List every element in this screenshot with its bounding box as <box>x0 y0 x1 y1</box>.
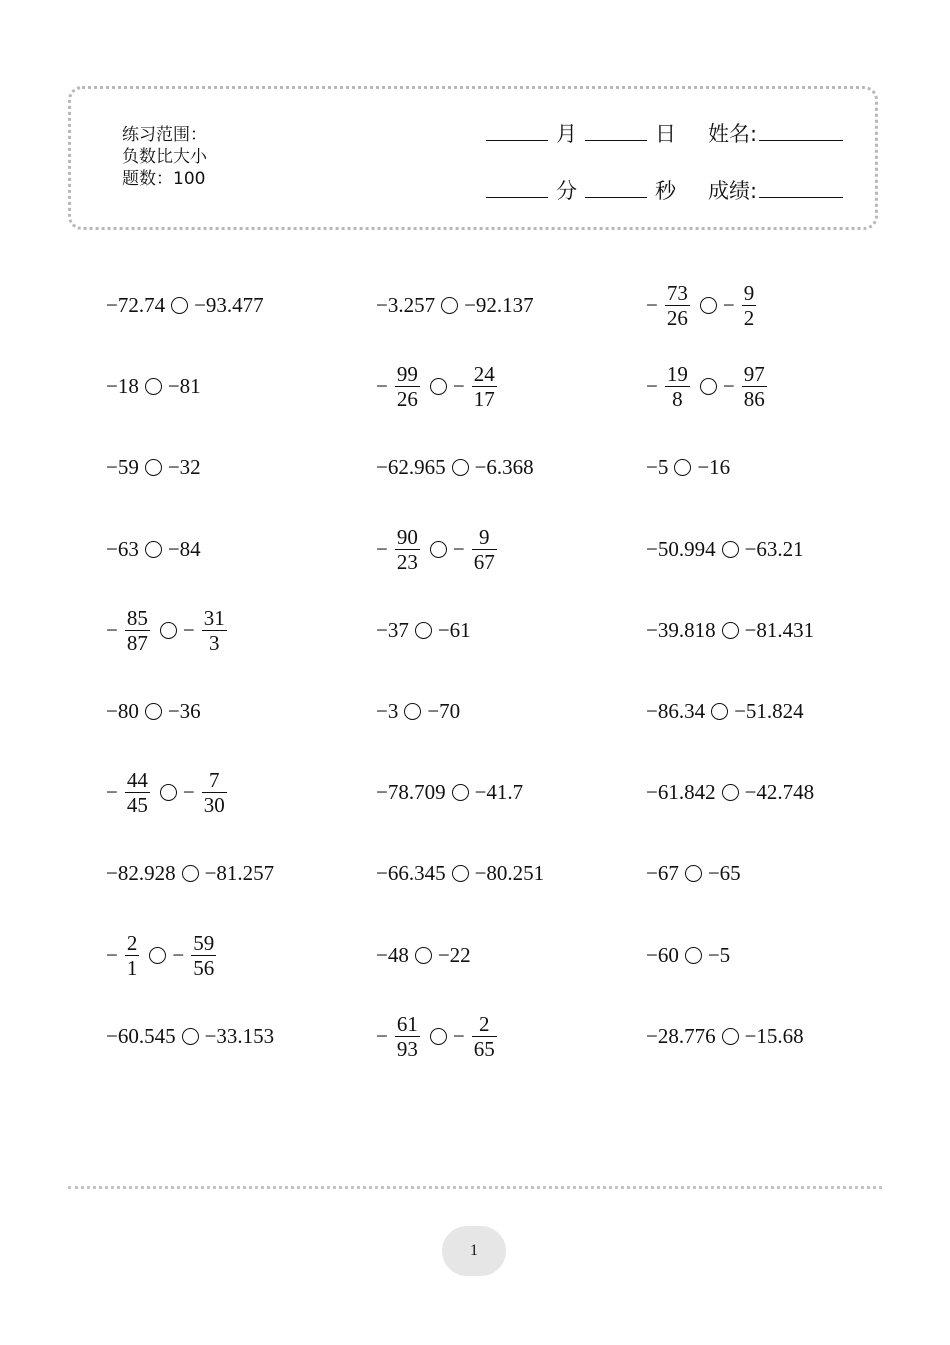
numerator: 59 <box>193 930 215 955</box>
minus-sign: − <box>646 373 658 398</box>
numerator: 44 <box>126 767 148 792</box>
left-operand <box>646 861 679 886</box>
right-fraction <box>472 362 497 411</box>
left-number: −62.965 <box>376 454 446 479</box>
right-operand <box>745 1024 804 1049</box>
denominator: 1 <box>126 955 138 980</box>
page-number-badge <box>442 1226 506 1276</box>
right-operand <box>194 293 264 318</box>
minus-sign: − <box>452 1023 465 1048</box>
right-number: −6.368 <box>474 454 534 479</box>
denominator: 65 <box>473 1036 495 1061</box>
denominator: 93 <box>396 1036 418 1061</box>
left-number: −66.345 <box>376 860 446 885</box>
page-number: 1 <box>470 1242 478 1259</box>
comparison-problem <box>376 521 501 577</box>
day-label: 日 <box>655 122 676 146</box>
left-number: −3.257 <box>376 292 436 317</box>
right-number: −36 <box>167 698 201 723</box>
time-score-row <box>484 175 845 205</box>
numerator: 99 <box>396 361 418 386</box>
comparison-problem <box>106 521 201 577</box>
numerator: 9 <box>743 280 755 305</box>
right-number: −15.68 <box>744 1023 804 1048</box>
left-operand <box>376 293 435 318</box>
answer-circle[interactable] <box>722 784 739 801</box>
comparison-problem <box>646 358 771 414</box>
left-operand <box>106 861 176 886</box>
score-label: 成绩: <box>708 179 758 203</box>
right-number: −93.477 <box>194 292 264 317</box>
minus-sign: − <box>106 779 118 804</box>
left-fraction <box>125 931 140 980</box>
left-number: −61.842 <box>646 779 716 804</box>
answer-circle[interactable] <box>430 541 447 558</box>
comparison-problem <box>646 521 804 577</box>
right-operand <box>475 455 534 480</box>
answer-circle[interactable] <box>441 297 458 314</box>
comparison-problem <box>646 277 760 333</box>
date-name-row <box>484 118 845 148</box>
right-operand <box>168 537 201 562</box>
answer-circle[interactable] <box>404 703 421 720</box>
right-operand <box>205 1024 275 1049</box>
minus-sign: − <box>452 536 465 561</box>
right-operand <box>723 281 760 330</box>
month-blank[interactable] <box>486 139 548 141</box>
right-number: −61 <box>437 617 471 642</box>
left-operand <box>376 861 446 886</box>
answer-circle[interactable] <box>685 947 702 964</box>
right-number: −70 <box>427 698 461 723</box>
comparison-problem <box>376 439 534 495</box>
right-operand <box>475 780 524 805</box>
right-number: −81.257 <box>204 860 275 885</box>
comparison-problem <box>376 1008 501 1064</box>
month-label: 月 <box>556 122 577 146</box>
left-operand <box>376 525 424 574</box>
numerator: 97 <box>743 361 765 386</box>
minus-sign: − <box>722 292 735 317</box>
minus-sign: − <box>452 373 465 398</box>
practice-range-label: 练习范围： <box>122 125 207 145</box>
right-number: −42.748 <box>744 779 815 804</box>
comparison-problem <box>106 358 201 414</box>
right-number: −41.7 <box>474 779 524 804</box>
left-fraction <box>665 281 690 330</box>
left-operand <box>106 455 139 480</box>
left-operand <box>106 537 139 562</box>
day-blank[interactable] <box>585 139 647 141</box>
left-operand <box>106 768 154 817</box>
denominator: 8 <box>672 386 683 411</box>
minus-sign: − <box>182 779 195 804</box>
denominator: 87 <box>126 630 148 655</box>
minute-label: 分 <box>556 179 577 203</box>
left-number: −78.709 <box>376 779 446 804</box>
left-fraction <box>665 362 690 411</box>
left-operand <box>106 374 139 399</box>
left-number: −18 <box>106 373 139 398</box>
score-blank[interactable] <box>759 196 843 198</box>
comparison-problem <box>106 1008 274 1064</box>
left-operand <box>646 281 694 330</box>
left-operand <box>646 699 705 724</box>
left-operand <box>376 1012 424 1061</box>
right-number: −65 <box>707 860 741 885</box>
left-operand <box>646 943 679 968</box>
answer-circle[interactable] <box>182 865 199 882</box>
left-fraction <box>395 1012 420 1061</box>
left-number: −59 <box>106 454 139 479</box>
minus-sign: − <box>172 942 185 967</box>
minus-sign: − <box>376 1023 388 1048</box>
comparison-problem <box>376 683 460 739</box>
left-operand <box>106 293 165 318</box>
left-number: −67 <box>646 860 679 885</box>
right-fraction <box>742 281 757 330</box>
left-operand <box>646 618 716 643</box>
answer-circle[interactable] <box>452 459 469 476</box>
answer-circle[interactable] <box>171 297 188 314</box>
right-operand <box>475 861 545 886</box>
comparison-problem <box>376 927 471 983</box>
right-number: −51.824 <box>734 698 804 723</box>
minus-sign: − <box>646 292 658 317</box>
comparison-problem <box>646 764 814 820</box>
comparison-problem <box>106 439 201 495</box>
comparison-problem <box>646 439 730 495</box>
left-operand <box>646 537 716 562</box>
numerator: 9 <box>478 524 490 549</box>
answer-circle[interactable] <box>722 1028 739 1045</box>
right-operand <box>453 362 501 411</box>
right-operand <box>734 699 804 724</box>
answer-circle[interactable] <box>452 865 469 882</box>
answer-circle[interactable] <box>700 378 717 395</box>
numerator: 7 <box>208 767 220 792</box>
worksheet-info <box>122 124 207 190</box>
left-number: −3 <box>376 698 399 723</box>
denominator: 30 <box>203 792 225 817</box>
answer-circle[interactable] <box>722 622 739 639</box>
left-operand <box>376 780 446 805</box>
numerator: 31 <box>203 605 225 630</box>
right-operand <box>723 362 771 411</box>
numerator: 24 <box>473 361 495 386</box>
left-fraction <box>125 606 150 655</box>
comparison-problem <box>376 845 544 901</box>
right-operand <box>453 1012 501 1061</box>
question-count: 题数：100 <box>122 169 206 189</box>
right-number: −92.137 <box>464 292 534 317</box>
right-number: −33.153 <box>204 1023 275 1048</box>
answer-circle[interactable] <box>145 541 162 558</box>
answer-circle[interactable] <box>452 784 469 801</box>
answer-circle[interactable] <box>415 622 432 639</box>
right-fraction <box>202 606 227 655</box>
left-operand <box>376 362 424 411</box>
left-operand <box>646 1024 716 1049</box>
right-operand <box>453 525 501 574</box>
right-number: −84 <box>167 536 201 561</box>
right-fraction <box>202 768 227 817</box>
right-operand <box>205 861 275 886</box>
left-number: −28.776 <box>646 1023 716 1048</box>
right-operand <box>427 699 460 724</box>
answer-circle[interactable] <box>145 378 162 395</box>
minus-sign: − <box>376 373 388 398</box>
comparison-problem <box>106 277 264 333</box>
comparison-problem <box>376 764 523 820</box>
right-operand <box>708 861 741 886</box>
left-number: −50.994 <box>646 536 716 561</box>
numerator: 2 <box>478 1011 490 1036</box>
practice-topic: 负数比大小 <box>122 147 207 167</box>
right-number: −81.431 <box>744 617 815 642</box>
answer-circle[interactable] <box>722 541 739 558</box>
answer-circle[interactable] <box>685 865 702 882</box>
numerator: 85 <box>126 605 148 630</box>
comparison-problem <box>376 602 471 658</box>
second-label: 秒 <box>655 179 676 203</box>
left-number: −60.545 <box>106 1023 176 1048</box>
left-number: −60 <box>646 942 679 967</box>
left-fraction <box>395 525 420 574</box>
left-operand <box>376 455 446 480</box>
left-operand <box>646 362 694 411</box>
minute-blank[interactable] <box>486 196 548 198</box>
name-blank[interactable] <box>759 139 843 141</box>
answer-circle[interactable] <box>145 459 162 476</box>
right-number: −81 <box>167 373 201 398</box>
right-operand <box>438 943 471 968</box>
numerator: 73 <box>666 280 688 305</box>
answer-circle[interactable] <box>160 622 177 639</box>
right-operand <box>438 618 471 643</box>
denominator: 56 <box>193 955 215 980</box>
left-operand <box>106 931 143 980</box>
left-operand <box>646 455 668 480</box>
left-operand <box>106 1024 176 1049</box>
left-operand <box>646 780 716 805</box>
minus-sign: − <box>182 617 195 642</box>
right-number: −22 <box>437 942 471 967</box>
right-operand <box>172 931 220 980</box>
right-operand <box>745 780 815 805</box>
right-operand <box>168 699 201 724</box>
minus-sign: − <box>106 942 118 967</box>
answer-circle[interactable] <box>700 297 717 314</box>
right-number: −5 <box>707 942 731 967</box>
denominator: 26 <box>396 386 418 411</box>
minus-sign: − <box>722 373 735 398</box>
comparison-problem <box>376 277 534 333</box>
denominator: 86 <box>743 386 765 411</box>
left-operand <box>106 606 154 655</box>
denominator: 3 <box>208 630 220 655</box>
right-operand <box>464 293 534 318</box>
left-number: −80 <box>106 698 139 723</box>
left-number: −82.928 <box>106 860 176 885</box>
denominator: 26 <box>666 305 688 330</box>
answer-circle[interactable] <box>430 1028 447 1045</box>
comparison-problem <box>376 358 501 414</box>
comparison-problem <box>646 1008 804 1064</box>
right-number: −16 <box>697 454 731 479</box>
right-operand <box>745 618 815 643</box>
left-number: −48 <box>376 942 409 967</box>
comparison-problem <box>106 845 274 901</box>
right-operand <box>708 943 730 968</box>
numerator: 90 <box>396 524 418 549</box>
numerator: 2 <box>126 930 138 955</box>
answer-circle[interactable] <box>415 947 432 964</box>
numerator: 19 <box>666 361 688 386</box>
comparison-problem <box>106 602 231 658</box>
footer-divider <box>68 1186 882 1189</box>
right-number: −32 <box>167 454 201 479</box>
denominator: 23 <box>396 549 418 574</box>
denominator: 67 <box>473 549 495 574</box>
comparison-problem <box>646 927 730 983</box>
right-operand <box>183 768 231 817</box>
right-number: −63.21 <box>744 536 804 561</box>
answer-circle[interactable] <box>711 703 728 720</box>
right-fraction <box>472 1012 497 1061</box>
left-operand <box>376 618 409 643</box>
right-operand <box>168 374 201 399</box>
comparison-problem <box>106 927 220 983</box>
left-number: −72.74 <box>106 292 166 317</box>
right-operand <box>168 455 201 480</box>
denominator: 17 <box>473 386 495 411</box>
right-fraction <box>742 362 767 411</box>
comparison-problem <box>646 602 814 658</box>
comparison-problem <box>106 764 231 820</box>
left-operand <box>376 699 398 724</box>
left-number: −86.34 <box>646 698 706 723</box>
left-number: −5 <box>646 454 669 479</box>
answer-circle[interactable] <box>674 459 691 476</box>
comparison-problem <box>106 683 201 739</box>
left-number: −37 <box>376 617 409 642</box>
right-fraction <box>191 931 216 980</box>
left-number: −63 <box>106 536 139 561</box>
left-fraction <box>395 362 420 411</box>
left-operand <box>106 699 139 724</box>
minus-sign: − <box>376 536 388 561</box>
numerator: 61 <box>396 1011 418 1036</box>
answer-circle[interactable] <box>430 378 447 395</box>
answer-circle[interactable] <box>160 784 177 801</box>
left-operand <box>376 943 409 968</box>
right-operand <box>697 455 730 480</box>
left-number: −39.818 <box>646 617 716 642</box>
right-fraction <box>472 525 497 574</box>
right-number: −80.251 <box>474 860 545 885</box>
second-blank[interactable] <box>585 196 647 198</box>
comparison-problem <box>646 845 741 901</box>
denominator: 45 <box>126 792 148 817</box>
name-label: 姓名: <box>708 122 758 146</box>
answer-circle[interactable] <box>149 947 166 964</box>
minus-sign: − <box>106 617 118 642</box>
comparison-problem <box>646 683 804 739</box>
right-operand <box>183 606 231 655</box>
right-operand <box>745 537 804 562</box>
denominator: 2 <box>743 305 755 330</box>
answer-circle[interactable] <box>145 703 162 720</box>
answer-circle[interactable] <box>182 1028 199 1045</box>
left-fraction <box>125 768 150 817</box>
